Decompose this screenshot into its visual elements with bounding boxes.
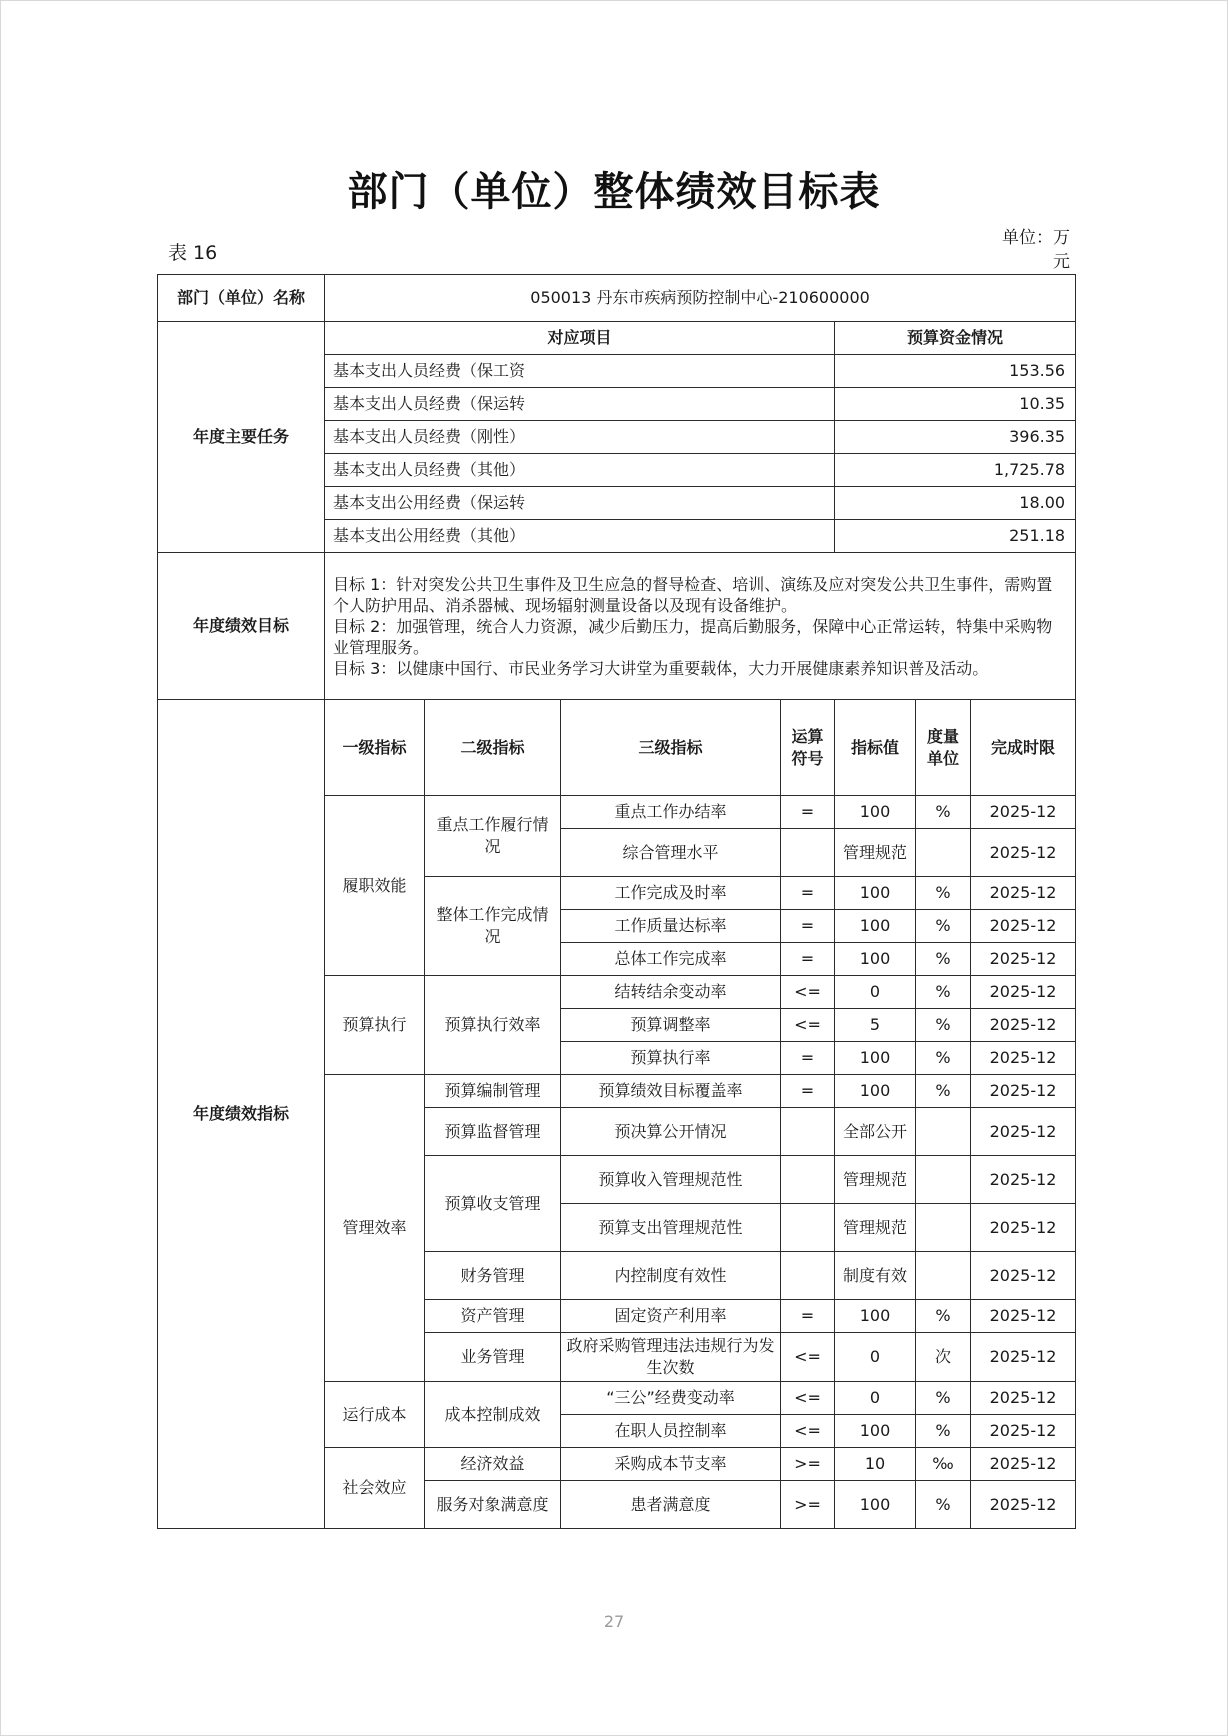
header-level3: 三级指标: [561, 700, 781, 796]
deadline: 2025-12: [971, 877, 1076, 910]
indicator-value: 0: [835, 1382, 916, 1415]
indicator-value: 100: [835, 1300, 916, 1333]
deadline: 2025-12: [971, 1108, 1076, 1156]
operator: =: [781, 1075, 835, 1108]
page-number: 27: [603, 1612, 625, 1631]
measure-unit: %: [916, 1415, 971, 1448]
measure-unit: %: [916, 1009, 971, 1042]
level3-indicator: 在职人员控制率: [561, 1415, 781, 1448]
level3-indicator: 预算绩效目标覆盖率: [561, 1075, 781, 1108]
level2-indicator: 预算监督管理: [425, 1108, 561, 1156]
indicator-value: 0: [835, 1333, 916, 1382]
measure-unit: %: [916, 1481, 971, 1529]
operator: =: [781, 1042, 835, 1075]
measure-unit: 次: [916, 1333, 971, 1382]
page-title: 部门（单位）整体绩效目标表: [347, 169, 881, 215]
indicators-label: 年度绩效指标: [158, 700, 325, 1529]
goal-line-3: 目标 3：以健康中国行、市民业务学习大讲堂为重要载体，大力开展健康素养知识普及活动。: [333, 658, 989, 678]
indicator-header-row: [158, 700, 1076, 796]
level3-indicator: 预算调整率: [561, 1009, 781, 1042]
deadline: 2025-12: [971, 1042, 1076, 1075]
level3-indicator: 预算执行率: [561, 1042, 781, 1075]
level2-indicator: 整体工作完成情况: [425, 877, 561, 976]
level3-indicator: 采购成本节支率: [561, 1448, 781, 1481]
level1-indicator: 预算执行: [325, 976, 425, 1075]
measure-unit: ‰: [916, 1448, 971, 1481]
level3-indicator: 预算收入管理规范性: [561, 1156, 781, 1204]
indicator-value: 100: [835, 1075, 916, 1108]
indicator-value: 100: [835, 910, 916, 943]
measure-unit: %: [916, 910, 971, 943]
goals-label: 年度绩效目标: [158, 553, 325, 700]
level3-indicator: “三公”经费变动率: [561, 1382, 781, 1415]
header-level2: 二级指标: [425, 700, 561, 796]
task-item: 基本支出人员经费（其他）: [325, 454, 835, 487]
deadline: 2025-12: [971, 1156, 1076, 1204]
measure-unit: [916, 1156, 971, 1204]
deadline: 2025-12: [971, 1009, 1076, 1042]
level2-indicator: 重点工作履行情况: [425, 796, 561, 877]
level2-indicator: 经济效益: [425, 1448, 561, 1481]
header-deadline: 完成时限: [971, 700, 1076, 796]
deadline: 2025-12: [971, 829, 1076, 877]
deadline: 2025-12: [971, 1204, 1076, 1252]
operator: <=: [781, 1415, 835, 1448]
level3-indicator: 政府采购管理违法违规行为发生次数: [561, 1333, 781, 1382]
dept-value: 050013 丹东市疾病预防控制中心-210600000: [325, 275, 1076, 322]
operator: [781, 1204, 835, 1252]
deadline: 2025-12: [971, 1252, 1076, 1300]
tasks-col-budget: 预算资金情况: [835, 322, 1076, 355]
dept-label: 部门（单位）名称: [158, 275, 325, 322]
task-amount: 10.35: [835, 388, 1076, 421]
deadline: 2025-12: [971, 943, 1076, 976]
level3-indicator: 结转结余变动率: [561, 976, 781, 1009]
measure-unit: %: [916, 1075, 971, 1108]
task-amount: 1,725.78: [835, 454, 1076, 487]
indicator-value: 管理规范: [835, 1156, 916, 1204]
operator: [781, 1156, 835, 1204]
operator: =: [781, 1300, 835, 1333]
measure-unit: [916, 1204, 971, 1252]
indicator-value: 管理规范: [835, 1204, 916, 1252]
indicator-value: 全部公开: [835, 1108, 916, 1156]
task-amount: 153.56: [835, 355, 1076, 388]
operator: [781, 1108, 835, 1156]
deadline: 2025-12: [971, 1481, 1076, 1529]
level3-indicator: 预决算公开情况: [561, 1108, 781, 1156]
goal-line-2: 目标 2：加强管理，统合人力资源，减少后勤压力，提高后勤服务，保障中心正常运转，特集中采购物业管理服务。: [333, 616, 1053, 657]
level3-indicator: 固定资产利用率: [561, 1300, 781, 1333]
level3-indicator: 患者满意度: [561, 1481, 781, 1529]
level2-indicator: 预算收支管理: [425, 1156, 561, 1252]
operator: =: [781, 796, 835, 829]
tasks-label: 年度主要任务: [158, 322, 325, 553]
performance-table: [157, 274, 1076, 1529]
measure-unit: %: [916, 976, 971, 1009]
indicator-value: 100: [835, 943, 916, 976]
measure-unit: [916, 1108, 971, 1156]
unit-label: 单位：万元: [1002, 228, 1070, 272]
operator: =: [781, 910, 835, 943]
task-item: 基本支出公用经费（其他）: [325, 520, 835, 553]
task-amount: 251.18: [835, 520, 1076, 553]
level3-indicator: 工作质量达标率: [561, 910, 781, 943]
level2-indicator: 成本控制成效: [425, 1382, 561, 1448]
measure-unit: [916, 829, 971, 877]
task-amount: 396.35: [835, 421, 1076, 454]
header-unit: 度量单位: [916, 700, 971, 796]
operator: [781, 1252, 835, 1300]
table-number: 表 16: [168, 242, 218, 264]
measure-unit: %: [916, 796, 971, 829]
deadline: 2025-12: [971, 1448, 1076, 1481]
indicator-value: 100: [835, 1415, 916, 1448]
level1-indicator: 运行成本: [325, 1382, 425, 1448]
task-item: 基本支出人员经费（保运转: [325, 388, 835, 421]
measure-unit: %: [916, 1382, 971, 1415]
deadline: 2025-12: [971, 796, 1076, 829]
header-level1: 一级指标: [325, 700, 425, 796]
deadline: 2025-12: [971, 1415, 1076, 1448]
deadline: 2025-12: [971, 1333, 1076, 1382]
indicator-value: 管理规范: [835, 829, 916, 877]
level2-indicator: 资产管理: [425, 1300, 561, 1333]
task-item: 基本支出人员经费（保工资: [325, 355, 835, 388]
level1-indicator: 管理效率: [325, 1075, 425, 1382]
level3-indicator: 工作完成及时率: [561, 877, 781, 910]
indicator-value: 10: [835, 1448, 916, 1481]
operator: <=: [781, 1333, 835, 1382]
indicator-value: 100: [835, 877, 916, 910]
level3-indicator: 内控制度有效性: [561, 1252, 781, 1300]
task-item: 基本支出公用经费（保运转: [325, 487, 835, 520]
task-item: 基本支出人员经费（刚性）: [325, 421, 835, 454]
deadline: 2025-12: [971, 910, 1076, 943]
level3-indicator: 预算支出管理规范性: [561, 1204, 781, 1252]
level2-indicator: 预算编制管理: [425, 1075, 561, 1108]
level3-indicator: 总体工作完成率: [561, 943, 781, 976]
indicator-value: 制度有效: [835, 1252, 916, 1300]
measure-unit: %: [916, 1300, 971, 1333]
goals-text: [325, 553, 1076, 700]
level3-indicator: 重点工作办结率: [561, 796, 781, 829]
measure-unit: [916, 1252, 971, 1300]
operator: <=: [781, 976, 835, 1009]
goals-row: [158, 553, 1076, 700]
level1-indicator: 履职效能: [325, 796, 425, 976]
level2-indicator: 预算执行效率: [425, 976, 561, 1075]
operator: [781, 829, 835, 877]
level3-indicator: 综合管理水平: [561, 829, 781, 877]
measure-unit: %: [916, 1042, 971, 1075]
task-amount: 18.00: [835, 487, 1076, 520]
level1-indicator: 社会效应: [325, 1448, 425, 1529]
indicator-value: 0: [835, 976, 916, 1009]
deadline: 2025-12: [971, 976, 1076, 1009]
deadline: 2025-12: [971, 1075, 1076, 1108]
operator: =: [781, 943, 835, 976]
measure-unit: %: [916, 943, 971, 976]
operator: <=: [781, 1009, 835, 1042]
operator: <=: [781, 1382, 835, 1415]
tasks-col-item: 对应项目: [325, 322, 835, 355]
level2-indicator: 财务管理: [425, 1252, 561, 1300]
tasks-header-row: [158, 322, 1076, 355]
indicator-value: 5: [835, 1009, 916, 1042]
header-value: 指标值: [835, 700, 916, 796]
measure-unit: %: [916, 877, 971, 910]
header-operator: 运算符号: [781, 700, 835, 796]
level2-indicator: 服务对象满意度: [425, 1481, 561, 1529]
operator: >=: [781, 1448, 835, 1481]
level2-indicator: 业务管理: [425, 1333, 561, 1382]
indicator-value: 100: [835, 1042, 916, 1075]
deadline: 2025-12: [971, 1382, 1076, 1415]
indicator-value: 100: [835, 1481, 916, 1529]
operator: >=: [781, 1481, 835, 1529]
indicator-value: 100: [835, 796, 916, 829]
dept-row: [158, 275, 1076, 322]
goal-line-1: 目标 1：针对突发公共卫生事件及卫生应急的督导检查、培训、演练及应对突发公共卫生事件，需购置个人防护用品、消杀器械、现场辐射测量设备以及现有设备维护。: [333, 574, 1053, 615]
deadline: 2025-12: [971, 1300, 1076, 1333]
operator: =: [781, 877, 835, 910]
